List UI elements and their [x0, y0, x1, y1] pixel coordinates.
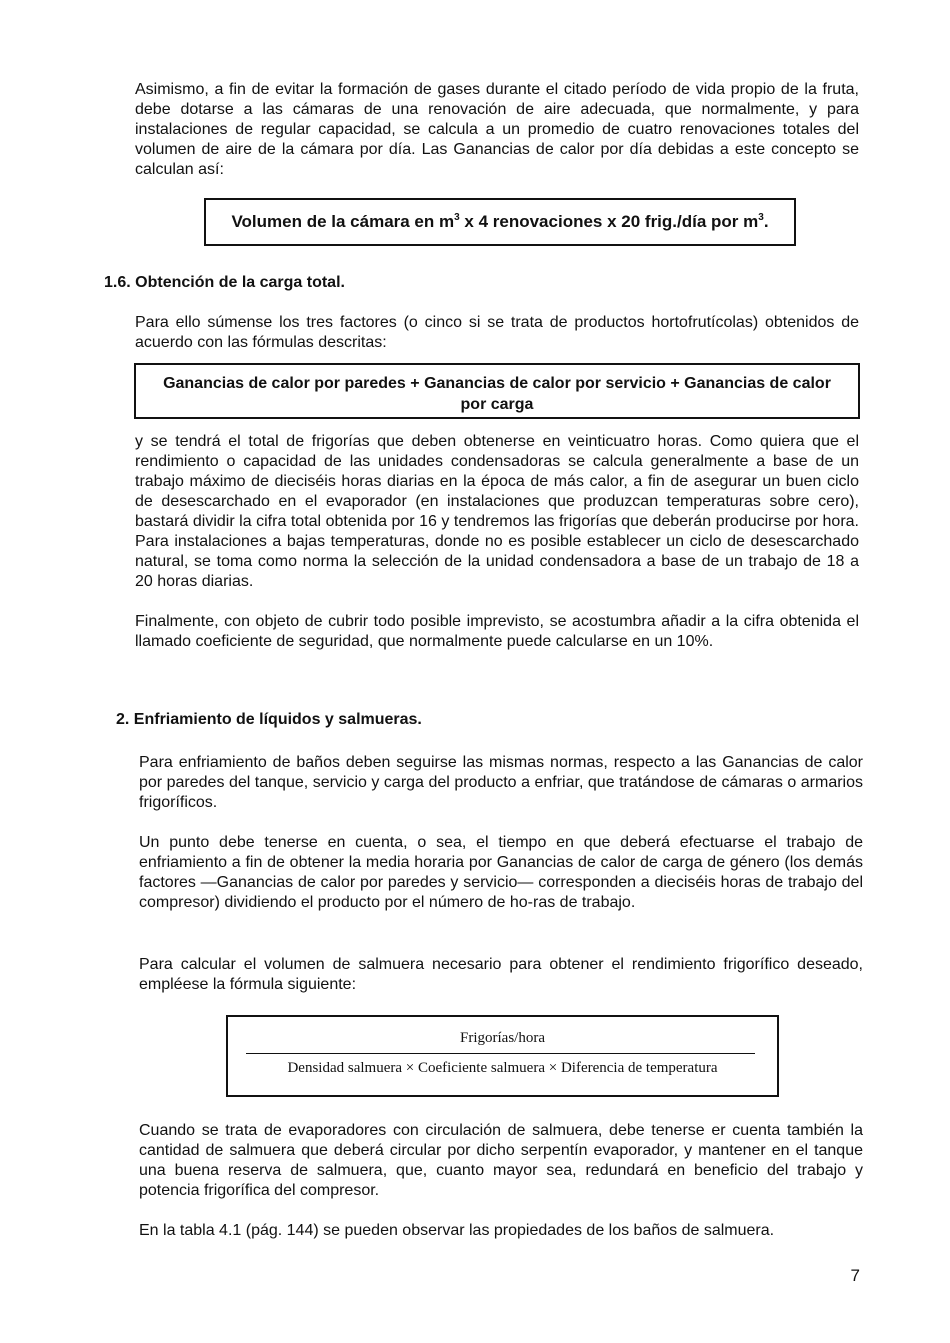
section-2-heading: [116, 710, 516, 730]
formula-volume-box: [204, 198, 796, 246]
section-1-6-paragraph-3: Finalmente, con objeto de cubrir todo posible imprevisto, se acostumbra añadir a la cifra obtenida el llamado coeficiente de seguridad, que normalmente puede calcularse en un 10%.: [135, 613, 859, 650]
section-1-6-heading: [104, 273, 404, 293]
fraction-bar: [246, 1053, 755, 1054]
intro-paragraph: Asimismo, a fin de evitar la formación de gases durante el citado período de vida propio de la fruta, debe dotarse a las cámaras de una renovación de aire adecuada, que normalmente, y para instalaciones de regular capacidad, se calcula a un promedio de cuatro renovaciones totales del volumen de aire de la cámara por día. Las Ganancias de calor por día debidas a este concepto se calculan así:: [135, 81, 859, 178]
page-number: 7: [850, 1266, 860, 1285]
section-2-paragraph-3: Para calcular el volumen de salmuera necesario para obtener el rendimiento frigorífico deseado, empléese la fórmula siguiente:: [139, 956, 863, 993]
fraction-denominator: Densidad salmuera × Coeficiente salmuera × Diferencia de temperatura: [287, 1060, 718, 1076]
section-1-6-title: Obtención de la carga total.: [135, 274, 345, 291]
formula-volume-sup1: 3: [454, 212, 460, 223]
section-1-6-paragraph-2: y se tendrá el total de frigorías que deben obtenerse en veinticuatro horas. Como quiera que el rendimiento o capacidad de las unidades condensadoras se calcula generalmente a base de un trabajo máximo de dieciséis horas diarias en la época de más calor, a fin de asegurar un buen ciclo de desescarchado en el evaporador (en instalaciones que produzcan temperaturas sobre cero), bastará dividir la cifra total obtenida por 16 y tendremos las frigorías que deberán producirse por hora. Para instalaciones a bajas temperaturas, donde no es posible establecer un ciclo de desescarchado natural, se toma como norma la selección de la unidad condensadora a base de un trabajo de 18 a 20 horas diarias.: [135, 433, 859, 590]
total-load-formula-box: Ganancias de calor por paredes + Ganancias de calor por servicio + Ganancias de calor por carga: [134, 363, 860, 419]
section-2-number: 2.: [116, 711, 130, 728]
section-2-paragraph-2: Un punto debe tenerse en cuenta, o sea, el tiempo en que deberá efectuarse el trabajo de enfriamiento a fin de obtener la media horaria por Ganancias de calor de carga de género (los demás factores —Ganancias de calor por paredes y servicio— corresponden a dieciséis horas de trabajo del compresor) dividiendo el producto por el número de ho-ras de trabajo.: [139, 834, 863, 911]
section-2-title: Enfriamiento de líquidos y salmueras.: [133, 711, 422, 728]
brine-volume-formula-box: [226, 1015, 779, 1097]
fraction-numerator: Frigorías/hora: [460, 1030, 545, 1046]
formula-volume-part3: .: [763, 212, 769, 231]
formula-volume-part2: x 4 renovaciones x 20 frig./día por m: [459, 212, 759, 231]
formula-volume-sup2: 3: [758, 212, 764, 223]
section-1-6-number: 1.6.: [104, 274, 131, 291]
section-2-paragraph-5: En la tabla 4.1 (pág. 144) se pueden observar las propiedades de los baños de salmuera.: [139, 1222, 775, 1239]
section-2-paragraph-4: Cuando se trata de evaporadores con circulación de salmuera, debe tenerse er cuenta también la cantidad de salmuera que deberá circular por dicho serpentín evaporador, y mantener en el tanque una buena reserva de salmuera, que, cuanto mayor sea, redundará en beneficio del trabajo y potencia frigorífica del compresor.: [139, 1122, 863, 1199]
section-1-6-paragraph-1: Para ello súmense los tres factores (o cinco si se trata de productos hortofrutícolas) obtenidos de acuerdo con las fórmulas descritas:: [135, 314, 859, 351]
section-2-paragraph-1: Para enfriamiento de baños deben seguirse las mismas normas, respecto a las Ganancias de calor por paredes del tanque, servicio y carga del producto a enfriar, que tratándose de cámaras o armarios frigoríficos.: [139, 754, 863, 811]
formula-volume-part1: Volumen de la cámara en m: [231, 212, 455, 231]
